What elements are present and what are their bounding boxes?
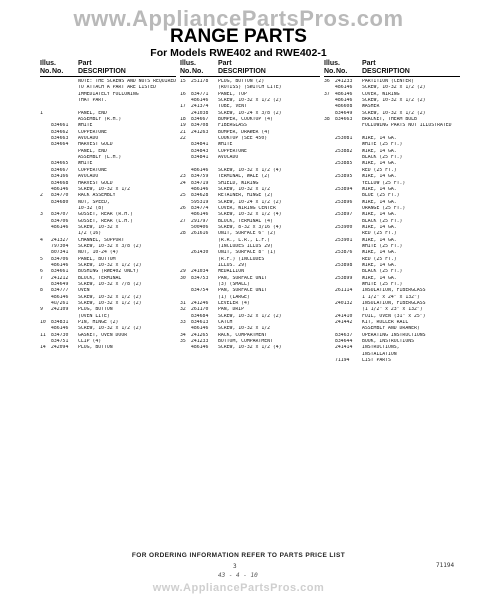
part-description: 10-32 (8) [78, 205, 104, 211]
part-number: 834663 [335, 117, 353, 123]
illus-number: 6 [40, 269, 43, 275]
illus-number: 35 [180, 339, 186, 345]
part-number: 253897 [335, 212, 353, 218]
part-number: 486146 [191, 98, 209, 104]
part-description: BUSHING (RWE402 ONLY) [78, 269, 139, 275]
part-description: NOTE: THE SCREWS AND NUTS REQUIRED [78, 79, 176, 84]
part-description: PANEL, END [78, 110, 107, 116]
part-number: 834730 [51, 332, 69, 338]
illus-number: 1 [40, 110, 43, 116]
part-description: ASSEMBLY (R.H.) [78, 117, 122, 123]
illus-number: 34 [180, 332, 186, 338]
part-description: PANEL, TOP [218, 91, 247, 97]
part-description: (INCLUDES ILLUS 29) [218, 243, 273, 249]
table-row [40, 345, 176, 351]
part-number: 241233 [191, 339, 209, 345]
part-description: SCREW, 10-32 x 1/2 (2) [218, 313, 282, 319]
part-description: SCREW, 10-32 x 1/2 (2) [78, 301, 142, 307]
part-description: FOIL, OVEN (31" x 25") [362, 313, 426, 319]
part-number: 834644 [335, 339, 353, 345]
part-description: COVER, WIRING CENTER [218, 205, 276, 211]
part-number: 834753 [191, 275, 209, 281]
part-description: SHIELD, WIRING [218, 180, 259, 186]
part-description: SCREW, 10-32 x 3/8 (2) [78, 243, 142, 249]
part-description: RACK ASSEMBLY [78, 193, 116, 199]
part-description: WHITE (25 FT.) [362, 142, 403, 148]
part-number: 242109 [51, 307, 69, 313]
part-description: PAN, SURFACE UNIT [218, 275, 268, 281]
part-description: LIST PARTS [362, 358, 391, 364]
part-number: 486146 [51, 186, 69, 192]
part-number: 261114 [335, 288, 353, 294]
part-number: 4u/261 [51, 301, 69, 307]
part-number: 253081 [335, 136, 353, 142]
illus-number: 11 [40, 332, 46, 338]
part-number: 834719 [191, 180, 209, 186]
illus-number: 15 [180, 79, 186, 84]
part-number: 486146 [51, 326, 69, 332]
header-num: No. [52, 67, 64, 75]
part-description: COPPERTONE [78, 167, 107, 173]
part-description: IMMEDIATELY FOLLOWING [78, 91, 139, 97]
part-description: (3) (SMALL) [218, 282, 250, 287]
part-description: OVEN [78, 288, 90, 294]
part-number: 241327 [51, 237, 69, 243]
column-header [180, 60, 320, 77]
part-number: 834843 [191, 148, 209, 154]
illus-number: 27 [180, 218, 186, 224]
part-description: PANEL, END [78, 148, 107, 154]
illus-number: 19 [180, 123, 186, 129]
ordering-info-footer: FOR ORDERING INFORMATION REFER TO PARTS PRICE LIST [131, 552, 346, 559]
part-number: 486608 [335, 104, 353, 110]
part-description: 1/2 (16) [78, 231, 102, 237]
part-number: 253896 [335, 199, 353, 205]
part-description: RACK, COMPARTMENT [218, 332, 268, 338]
part-description: SCREW, 10-32 x 1/2 (2) [218, 98, 282, 104]
illus-number: 8 [40, 288, 43, 294]
part-number: 253898 [335, 262, 353, 268]
part-description: AVOCADO [78, 174, 99, 180]
header-part: Part [218, 60, 232, 67]
part-number: 834751 [51, 339, 69, 345]
part-description: FOLLOWING PARTS NOT ILLUSTRATED [362, 123, 452, 129]
part-description: SCREW, 10-32 x 1/2 (2) [362, 98, 426, 104]
part-number: 834777 [51, 288, 69, 294]
handwritten-note: 43 - 4 - 10 [218, 572, 258, 579]
illus-number: 33 [180, 320, 186, 326]
part-number: 241263 [191, 129, 209, 135]
header-num: No. [336, 67, 348, 75]
part-description: ASSEMBLY (L.H.) [78, 155, 122, 161]
part-description: COOKTOP (SEE 450) [218, 136, 268, 142]
part-description: CATCH [218, 320, 233, 326]
part-number: 834770 [51, 193, 69, 199]
part-description: BLACK (25 FT.) [362, 269, 403, 275]
part-number: 834684 [191, 313, 209, 319]
illus-number: 25 [180, 193, 186, 199]
header-no: No. [180, 67, 192, 75]
part-description: THAT PART. [78, 98, 107, 104]
part-description: (1) (LARGE) [218, 294, 250, 300]
part-number: 486146 [51, 224, 69, 230]
part-description: UNIT, SURFACE 8" (1) [218, 250, 276, 256]
part-number: 261170 [191, 307, 209, 313]
part-description: COVER, WIRING [362, 91, 400, 97]
part-number: 241414 [335, 345, 353, 351]
part-description: RED (25 FT.) [362, 167, 397, 173]
part-description: BLOCK, TERMINAL (4) [218, 218, 273, 224]
part-description: WIRE, 14 GA. [362, 212, 397, 218]
part-number: 834661 [51, 269, 69, 275]
part-description: PLUG, BUTTON (2) [218, 79, 265, 84]
part-description: LEVELER (4) [218, 301, 250, 307]
illus-number: 31 [180, 301, 186, 307]
part-description: SCREW, 10-32 x 1/2 (2) [78, 326, 142, 332]
part-description: AVOCADO [78, 136, 99, 142]
part-description: BOTTOM, COMPARTMENT [218, 339, 273, 345]
header-part: Part [78, 60, 92, 67]
part-number: 807341 [51, 250, 69, 256]
part-number: 834637 [335, 332, 353, 338]
part-description: WHITE [218, 142, 233, 148]
header-num: No. [192, 67, 204, 75]
part-description: AVOCADO [218, 155, 239, 161]
table-row [324, 358, 460, 364]
part-number: 834649 [51, 282, 69, 287]
part-description: HARVEST GOLD [78, 180, 113, 186]
part-description: BOOK, INSTRUCTIONS [362, 339, 414, 345]
part-description: SCREW, 10-32 x [78, 224, 119, 230]
part-description: SCREW, 10-32 x 1/2 (4) [218, 345, 282, 351]
part-description: WASHER [362, 104, 380, 110]
part-description: WHITE (25 FT.) [362, 282, 403, 287]
part-number: 486146 [51, 294, 69, 300]
part-number: 253899 [335, 275, 353, 281]
part-number: 834668 [51, 180, 69, 186]
header-no: No. [40, 67, 52, 75]
part-description: RETAINER, HINGE (2) [218, 193, 273, 199]
part-number: 834665 [51, 161, 69, 167]
part-description: PAN, SURFACE UNIT [218, 288, 268, 294]
watermark-top: www.AppliancePartsPros.com [73, 6, 404, 31]
illus-number [324, 358, 335, 364]
illus-number: 9 [40, 307, 43, 313]
part-number: 486146 [191, 186, 209, 192]
part-description: UNIT, SURFACE 6" (2) [218, 231, 276, 237]
illus-number: 30 [180, 275, 186, 281]
part-number: 834841 [191, 142, 209, 148]
illus-number: 5 [40, 256, 43, 262]
watermark-bottom: www.AppliancePartsPros.com [152, 582, 325, 594]
part-description: GASKET, OVEN DOOR [78, 332, 128, 338]
part-description: GUSSET, REAR (L.H.) [78, 218, 133, 224]
part-description: SCREW, 10-32 x 1/2 [218, 326, 270, 332]
part-description: INSULATION, FIBERGLASS [362, 288, 426, 294]
header-no: No. [324, 67, 336, 75]
part-number: 486146 [335, 85, 353, 91]
part-description: ORANGE (25 FT.) [362, 205, 406, 211]
part-description: PANEL, BOTTOM [78, 256, 116, 262]
part-number: 486146 [191, 345, 209, 351]
part-number: 241410 [335, 313, 353, 319]
part-number: 241246 [191, 301, 209, 307]
column-header [324, 60, 460, 77]
part-number: 595319 [191, 199, 209, 205]
part-description: WIRE, 14 GA. [362, 237, 397, 243]
part-description: (R.R., L.R., L.F.) [218, 237, 270, 243]
part-description: WIRE, 14 GA. [362, 199, 397, 205]
part-description: BRACKET, THERM BULB [362, 117, 417, 123]
part-description: WIRE, 14 GA. [362, 275, 397, 281]
part-description: OPERATING INSTRUCTIONS [362, 332, 426, 338]
part-description: WIRE, 14 GA. [362, 224, 397, 230]
part-number: 291797 [191, 218, 209, 224]
part-description: (ROTISS) (SWITCH LITE) [218, 85, 282, 91]
part-number: 834771 [191, 91, 209, 97]
part-number: 253876 [335, 250, 353, 256]
part-description: WHITE [78, 123, 93, 129]
part-description: TUBE, VENT [218, 104, 247, 110]
part-number: 253900 [335, 224, 353, 230]
part-number: 834667 [191, 117, 209, 123]
part-description: SCREW, 10-32 x 1/2 (2) [78, 262, 142, 268]
part-description: SCREW, 10-32 x 1/2 [78, 186, 130, 192]
part-description: WIRE, 14 GA. [362, 250, 397, 256]
part-number: 486146 [335, 91, 353, 97]
illus-number: 3 [40, 212, 43, 218]
part-number: 241038 [191, 110, 209, 116]
illus-number: 38 [324, 117, 330, 123]
illus-number: 32 [180, 307, 186, 313]
illus-number: 26 [180, 205, 186, 211]
part-description: BLUE (25 FT.) [362, 193, 400, 199]
part-number: 253901 [335, 237, 353, 243]
part-description: GUSSET, REAR (R.H.) [78, 212, 133, 218]
illus-number: 36 [324, 79, 330, 84]
part-number: 834664 [51, 142, 69, 148]
part-number: 253882 [335, 148, 353, 154]
page-subtitle: For Models RWE402 and RWE402-1 [150, 47, 327, 59]
part-description: COPPERTONE [78, 129, 107, 135]
illus-number: 29 [180, 269, 186, 275]
illus-number: 14 [40, 345, 46, 351]
part-description: SCREW, 8-32 x 3/16 (4) [218, 224, 282, 230]
illus-number: 37 [324, 91, 330, 97]
part-number: 241233 [335, 79, 353, 84]
part-description: WHITE (25 FT.) [362, 243, 403, 249]
part-number: 241212 [51, 275, 69, 281]
parts-table [40, 60, 460, 560]
illus-number: 18 [180, 117, 186, 123]
part-number: 834663 [51, 136, 69, 142]
part-description: INSULATION, FIBERGLASS [362, 301, 426, 307]
illus-number: 7 [40, 275, 43, 281]
part-number: 834166 [51, 174, 69, 180]
part-description: TO ATTACH A PART ARE LISTED [78, 85, 156, 91]
part-number: 253885 [335, 161, 353, 167]
part-number: 834759 [191, 174, 209, 180]
part-number: 834628 [191, 193, 209, 199]
part-description: WIRE, 14 GA. [362, 174, 397, 180]
parts-column-1 [40, 60, 176, 352]
part-description: BLACK (25 FT.) [362, 155, 403, 161]
part-number: 241442 [335, 320, 353, 326]
document-code: 71194 [436, 562, 455, 569]
illus-number: 21 [180, 129, 186, 135]
part-number: 241374 [191, 104, 209, 110]
page-title: RANGE PARTS [170, 26, 307, 47]
part-number: 241265 [191, 332, 209, 338]
part-description: (1 1/2" x 23" x 132") [362, 307, 423, 313]
part-number: 261430 [191, 250, 209, 256]
part-number: 486146 [335, 98, 353, 104]
part-description: BUMPER, DRAWER (4) [218, 129, 270, 135]
part-description: SCREW, 10-32 x 1/2 (2) [362, 110, 426, 116]
part-description: SCREW, 10-32 x 1/2 (4) [218, 167, 282, 173]
part-description: SCREW, 10-32 x 7/8 (2) [78, 282, 142, 287]
part-number: 834707 [51, 212, 69, 218]
part-description: WIRE, 14 GA. [362, 161, 397, 167]
part-number: 500406 [191, 224, 209, 230]
part-description: HARVEST GOLD [78, 142, 113, 148]
part-description: YELLOW (25 FT.) [362, 180, 406, 186]
part-description: BLOCK, TERMINAL [78, 275, 122, 281]
part-number: 834706 [51, 256, 69, 262]
part-description: CHANNEL, SUPPORT [78, 237, 125, 243]
part-number: 834708 [191, 123, 209, 129]
part-number: 834754 [191, 288, 209, 294]
illus-number: 10 [40, 320, 46, 326]
header-illus: Illus. [40, 60, 56, 67]
illus-number: 2 [40, 193, 43, 199]
header-description: DESCRIPTION [218, 67, 266, 75]
part-number: 797304 [51, 243, 69, 249]
part-number: 834649 [335, 110, 353, 116]
part-description: WIRE, 14 GA. [362, 148, 397, 154]
part-number: 834841 [191, 155, 209, 161]
part-description: COPPERTONE [218, 148, 247, 154]
part-description: ILLUS. 29) [218, 262, 247, 268]
part-number: 486146 [191, 167, 209, 173]
part-description: (OVEN LITE) [78, 313, 110, 319]
illus-number: 22 [180, 136, 186, 142]
part-description: SCREW, 10-24 x 3/8 (2) [218, 110, 282, 116]
part-description: SCREW, 10-32 x 1/2 (2) [78, 294, 142, 300]
parts-column-3 [324, 60, 460, 364]
part-description: SCREW, 10-24 x 1/2 (2) [218, 199, 282, 205]
part-description: WIRE, 14 GA. [362, 136, 397, 142]
part-number: 834831 [51, 320, 69, 326]
part-description: FIBERGLASS [218, 123, 247, 129]
header-illus: Illus. [324, 60, 340, 67]
header-description: DESCRIPTION [362, 67, 410, 75]
column-header [40, 60, 176, 77]
illus-number: 4 [40, 237, 43, 243]
part-number: 486146 [191, 326, 209, 332]
part-description: KIT, ROLLER RAIL [362, 320, 409, 326]
parts-column-2 [180, 60, 320, 352]
part-description: PARTITION (CENTER) [362, 79, 414, 84]
part-number: 834667 [51, 167, 69, 173]
part-description: CLIP (4) [78, 339, 102, 345]
part-description: WIRE, 14 GA. [362, 262, 397, 268]
part-number: 240132 [335, 301, 353, 307]
part-description: MEDALLION [218, 269, 244, 275]
header-description: DESCRIPTION [78, 67, 126, 75]
part-number: 253894 [335, 186, 353, 192]
part-description: INSTALLATION [362, 351, 397, 357]
illus-number [180, 345, 191, 351]
part-number: 253895 [335, 174, 353, 180]
part-description: ASSEMBLY AND DRAWER) [362, 326, 420, 332]
part-description: WIRE, 14 GA. [362, 186, 397, 192]
part-description: (R.F.) (INCLUDES [218, 256, 265, 262]
part-number: 834662 [51, 129, 69, 135]
part-description: SCREW, 10-32 x 1/2 (2) [362, 85, 426, 91]
part-number: 834680 [51, 199, 69, 205]
part-description: RED (25 FT.) [362, 256, 397, 262]
part-number: 71194 [335, 358, 350, 364]
table-row [180, 345, 320, 351]
part-number: 242094 [51, 345, 69, 351]
part-number: 251178 [191, 79, 209, 84]
part-description: 1 1/2" x 24" x 132") [362, 294, 420, 300]
part-description: BUMPER, COOKTOP (4) [218, 117, 273, 123]
part-description: BLACK (25 FT.) [362, 218, 403, 224]
part-description: TERMINAL, WALE (2) [218, 174, 270, 180]
illus-number: 24 [180, 180, 186, 186]
part-description: NUT, 10-24 (4) [78, 250, 119, 256]
part-number: 486146 [51, 262, 69, 268]
header-illus: Illus. [180, 60, 196, 67]
part-description: PLUG, BUTTON [78, 307, 113, 313]
part-number: 834774 [191, 205, 209, 211]
part-description: SCREW, 10-32 x 1/2 [218, 186, 270, 192]
part-description: INSTRUCTIONS, [362, 345, 400, 351]
part-number: 834661 [51, 123, 69, 129]
illus-number: 23 [180, 174, 186, 180]
part-number: 241034 [191, 269, 209, 275]
illus-number: 16 [180, 91, 186, 97]
illus-number: 28 [180, 231, 186, 237]
part-number: 486146 [191, 212, 209, 218]
illus-number: 17 [180, 104, 186, 110]
part-description: PIN, HINGE (2) [78, 320, 119, 326]
part-description: PLUG, BUTTON [78, 345, 113, 351]
part-description: PAN, DRIP [218, 307, 244, 313]
part-number: 261616 [191, 231, 209, 237]
part-description: RED (25 FT.) [362, 231, 397, 237]
page-number: 3 [233, 563, 237, 570]
part-description: NUT, SPEED, [78, 199, 110, 205]
part-description: WHITE [78, 161, 93, 167]
part-number: 834613 [191, 320, 209, 326]
part-description: SCREW, 10-32 x 1/2 (4) [218, 212, 282, 218]
part-number: 834706 [51, 218, 69, 224]
header-part: Part [362, 60, 376, 67]
